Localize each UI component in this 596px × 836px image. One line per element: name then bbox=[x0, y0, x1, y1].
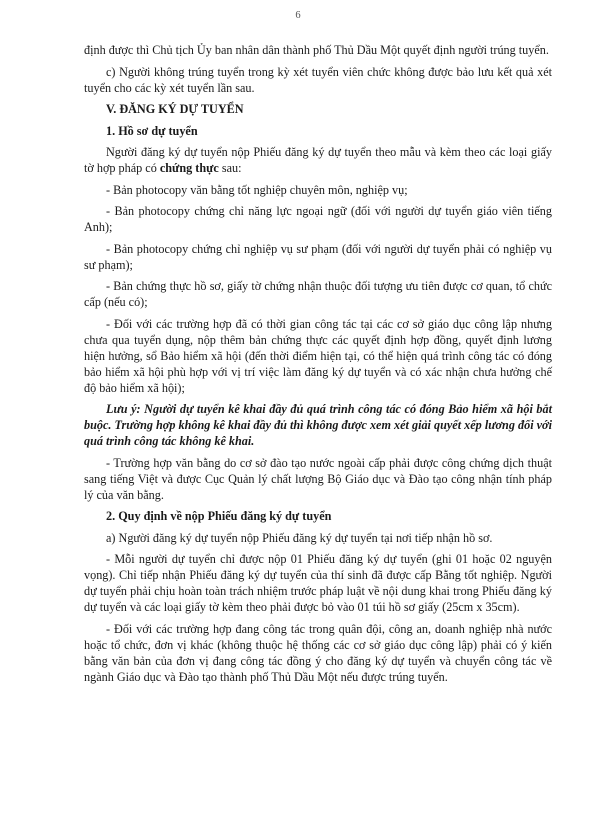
paragraph-intro bbox=[84, 144, 552, 176]
paragraph-a: a) Người đăng ký dự tuyển nộp Phiếu đăng ký dự tuyển tại nơi tiếp nhận hồ sơ. bbox=[106, 530, 493, 545]
section-heading-v: V. ĐĂNG KÝ DỰ TUYỂN bbox=[106, 102, 244, 116]
note-text: Người dự tuyển kê khai đầy đủ quá trình công tác có đóng Bảo hiểm xã hội bắt buộc. Trường hợp không kê khai đầy đủ thì không được xem xét giải quyết xếp lương đối với quá trình công tác không kê khai. bbox=[84, 402, 553, 448]
intro-text: Người đăng ký dự tuyển nộp Phiếu đăng ký dự tuyển theo mẫu và kèm theo các loại giấy tờ hợp pháp có bbox=[84, 145, 552, 175]
page-number: 6 bbox=[295, 10, 301, 21]
note-paragraph bbox=[84, 401, 552, 449]
list-item: - Bản photocopy chứng chỉ nghiệp vụ sư phạm (đối với người dự tuyển phải có nghiệp vụ sư phạm); bbox=[84, 241, 552, 272]
list-item: - Trường hợp văn bằng do cơ sở đào tạo nước ngoài cấp phải được công chứng dịch thuật sang tiếng Việt và được Cục Quản lý chất lượng Bộ Giáo dục và Đào tạo công nhận tính pháp lý của văn bằng. bbox=[84, 455, 552, 502]
list-item: - Đối với các trường hợp đã có thời gian công tác tại các cơ sở giáo dục công lập nhưng chưa qua tuyển dụng, nộp thêm bản chứng thực các quyết định hợp đồng, quyết định lương hiện hưởng, sổ Bảo hiểm xã hội (đến thời điểm hiện tại, có thể hiện quá trình công tác có đóng bảo hiểm xã hội phù hợp với vị trí việc làm đăng ký dự tuyển và có xác nhận chưa hưởng chế độ bảo hiểm xã hội); bbox=[84, 316, 552, 395]
document-body bbox=[84, 42, 552, 690]
list-item: - Bản photocopy văn bằng tốt nghiệp chuyên môn, nghiệp vụ; bbox=[106, 182, 408, 197]
subheading-ho-so: 1. Hồ sơ dự tuyển bbox=[106, 123, 198, 138]
paragraph-continuation: định được thì Chủ tịch Ủy ban nhân dân thành phố Thủ Dầu Một quyết định người trúng tuyển. bbox=[84, 43, 549, 57]
list-item: - Đối với các trường hợp đang công tác trong quân đội, công an, doanh nghiệp nhà nước hoặc tổ chức, đơn vị khác (không thuộc hệ thống các cơ sở giáo dục công lập) phải có ý kiến bằng văn bản của đơn vị đang công tác đồng ý cho đăng ký dự tuyển và chuyển công tác về ngành Giáo dục và Đào tạo thành phố Thủ Dầu Một nếu được trúng tuyển. bbox=[84, 621, 552, 684]
intro-text-end: sau: bbox=[218, 161, 242, 175]
list-item: - Bản photocopy chứng chỉ năng lực ngoại ngữ (đối với người dự tuyển giáo viên tiếng Anh); bbox=[84, 204, 552, 234]
list-item: - Mỗi người dự tuyển chỉ được nộp 01 Phiếu đăng ký dự tuyển (ghi 01 hoặc 02 nguyện vọng). Chỉ tiếp nhận Phiếu đăng ký dự tuyển của thí sinh đã được cấp Bằng tốt nghiệp. Người dự tuyển phải chịu hoàn toàn trách nhiệm trước pháp luật về nội dung khai trong Phiếu đăng ký dự tuyển và các loại giấy tờ kèm theo phải được bỏ vào 01 túi hồ sơ giấy (25cm x 35cm). bbox=[84, 552, 552, 614]
intro-bold-text: chứng thực bbox=[159, 161, 219, 175]
list-item: - Bản chứng thực hồ sơ, giấy tờ chứng nhận thuộc đối tượng ưu tiên được cơ quan, tổ chức cấp (nếu có); bbox=[84, 279, 552, 309]
paragraph-c: c) Người không trúng tuyển trong kỳ xét tuyển viên chức không được bảo lưu kết quả xét tuyển cho các kỳ xét tuyển lần sau. bbox=[84, 64, 552, 95]
subheading-quy-dinh: 2. Quy định về nộp Phiếu đăng ký dự tuyển bbox=[106, 509, 332, 523]
note-label: Lưu ý: bbox=[106, 402, 141, 416]
